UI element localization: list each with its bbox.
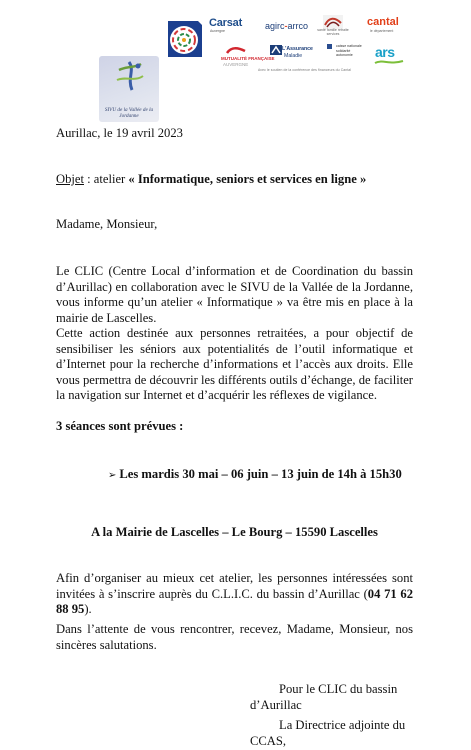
letter-greeting: Madame, Monsieur,	[56, 217, 158, 231]
schedule-text: Les mardis 30 mai – 06 juin – 13 juin de 14h à 15h30	[119, 467, 402, 481]
paragraph-intro: Le CLIC (Centre Local d’information et de Coordination du bassin d’Aurillac) en collaboration avec le SIVU de la Vallée de la Jordanne, vous informe qu’un atelier « Informatique » va être mis en place à la mairie de Lascelles.	[56, 264, 413, 325]
assurance-maladie-logo-mark	[270, 45, 282, 55]
registration-text-end: ).	[84, 602, 92, 616]
sivu-logo-graphic	[99, 56, 159, 104]
cantal-logo-sub: le département	[370, 29, 394, 33]
msa-logo-mark	[323, 13, 343, 29]
cnsa-logo-text: caisse nationale solidarité autonomie	[336, 44, 362, 58]
sessions-heading: 3 séances sont prévues :	[56, 419, 184, 433]
subject-title: « Informatique, seniors et services en ligne »	[128, 172, 367, 186]
letter-date: Aurillac, le 19 avril 2023	[56, 126, 183, 140]
arrow-bullet-icon: ➢	[108, 470, 117, 481]
carsat-logo: Carsat	[209, 17, 243, 29]
cantal-logo: cantal	[367, 16, 399, 28]
mutualite-logo: MUTUALITÉ FRANÇAISE	[221, 56, 275, 61]
signature-title	[250, 717, 414, 749]
assurance-maladie-logo-sub: Maladie	[284, 53, 303, 59]
paragraph-closing: Dans l’attente de vous rencontrer, recevez, Madame, Monsieur, nos sincères salutations.	[56, 622, 413, 652]
cnsa-logo-mark	[327, 44, 332, 49]
assurance-maladie-logo: L'Assurance	[282, 46, 313, 52]
subject-separator: : atelier	[83, 172, 129, 186]
sessions-schedule	[108, 466, 414, 484]
ars-logo-wave	[374, 59, 404, 65]
mutualite-logo-mark	[225, 46, 247, 55]
signature-organization	[250, 681, 414, 713]
agirc-separator: -	[284, 21, 288, 31]
letter-subject	[56, 172, 366, 188]
clic-logo	[162, 17, 204, 61]
msa-logo-text: santé famille retraite services	[317, 28, 349, 36]
agirc-arrco-logo	[265, 21, 308, 31]
mutualite-logo-sub: AUVERGNE	[223, 62, 249, 67]
sessions-location: A la Mairie de Lascelles – Le Bourg – 15590 Lascelles	[91, 525, 378, 539]
paragraph-registration	[56, 571, 413, 618]
arrco-text: arrco	[287, 21, 309, 31]
agirc-text: agirc	[265, 21, 285, 31]
carsat-logo-sub: Auvergne	[210, 29, 225, 33]
sivu-logo	[99, 56, 159, 122]
signature-line-1: Pour le CLIC du bassin d’Aurillac	[250, 682, 398, 712]
partners-tagline: Avec le soutien de la conférence des financeurs du Cantal	[258, 68, 352, 72]
registration-text: Afin d’organiser au mieux cet atelier, les personnes intéressées sont invitées à s’inscrire auprès du C.L.I.C. du bassin d’Aurillac (	[56, 571, 413, 601]
paragraph-objective: Cette action destinée aux personnes retraitées, a pour objectif de sensibiliser les séniors aux potentialités de l’outil informatique et d’Internet pour la recherche d’informations et l’accès aux droits. Elle vous permettra de découvrir les différents outils d’échange, de faciliter la navigation sur Internet et d’acquérir les réflexes de vigilance.	[56, 326, 413, 402]
signature-line-2: La Directrice adjointe du CCAS,	[250, 718, 406, 748]
registration-phone: 04 71 62 88 95	[56, 586, 413, 616]
sivu-logo-text: SIVU de la Vallée de la Jordanne	[104, 107, 154, 119]
ars-logo: ars	[375, 44, 395, 60]
subject-label: Objet	[56, 172, 84, 186]
